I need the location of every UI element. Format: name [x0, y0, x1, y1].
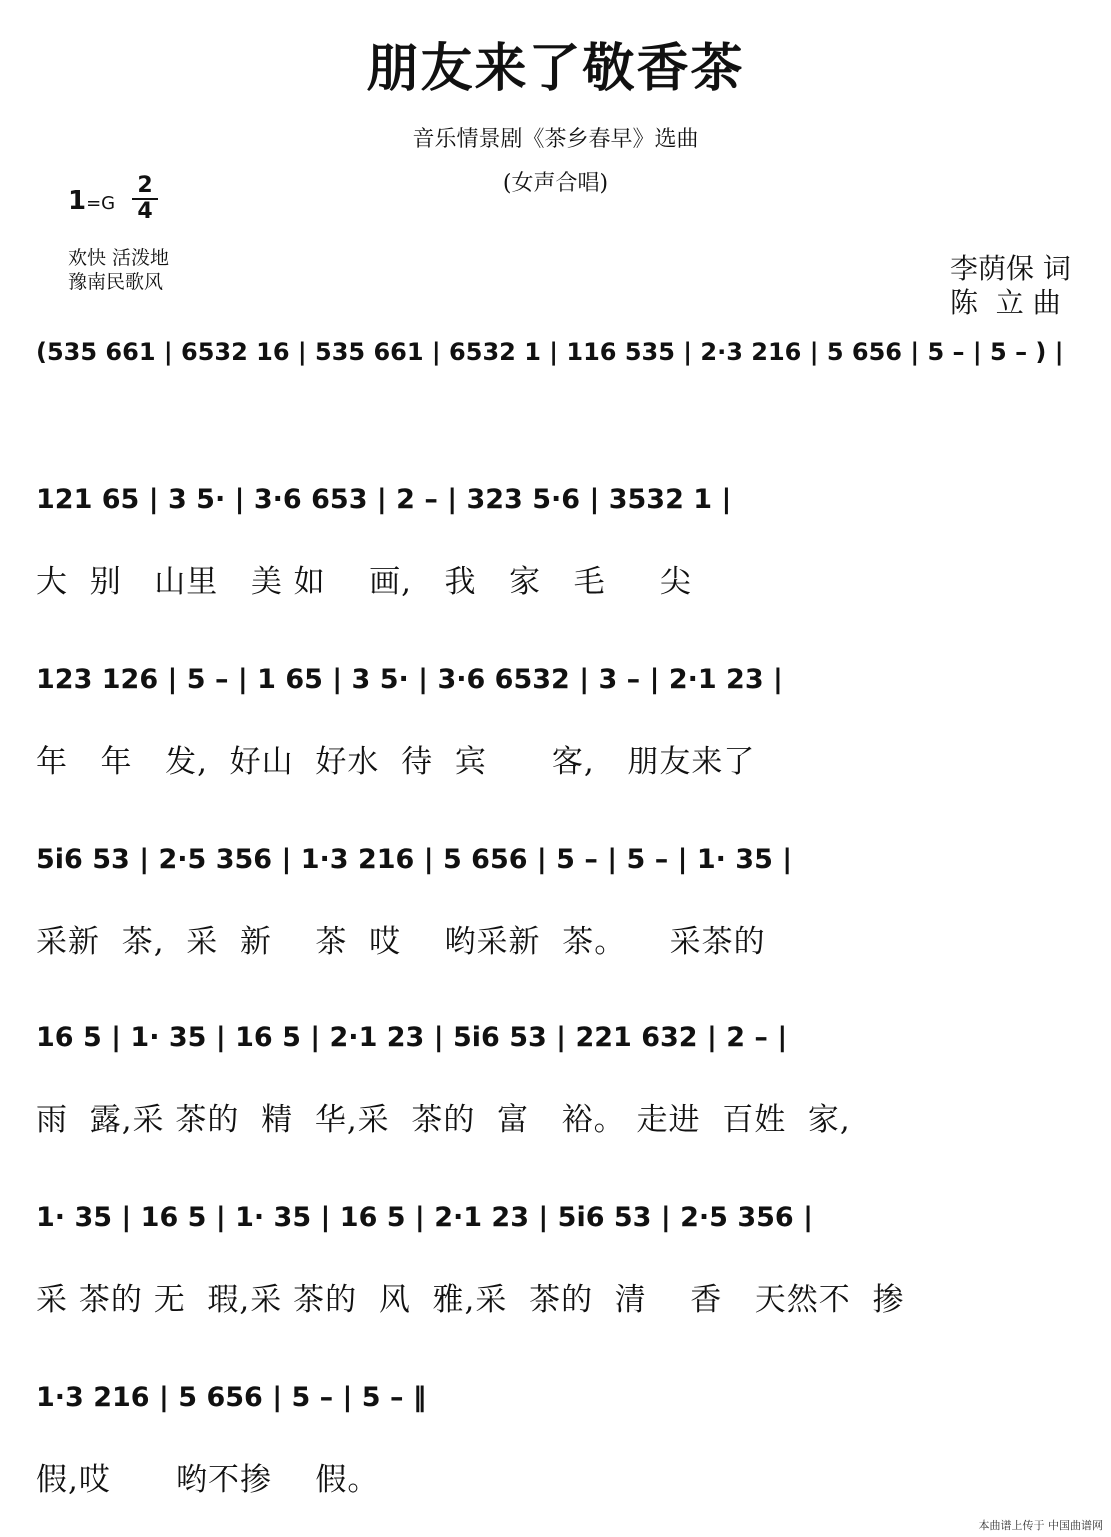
- time-top: 2: [137, 173, 153, 198]
- footer-watermark: 本曲谱上传于 中国曲谱网: [978, 1519, 1103, 1532]
- notes-line: 16 5 | 1· 35 | 16 5 | 2·1 23 | 5i6 53 | 221 632 | 2 – |: [36, 1022, 788, 1053]
- lyrics-line: 雨 露,采 茶的 精 华,采 茶的 富 裕。 走进 百姓 家,: [36, 1102, 851, 1138]
- notes-line: 1·3 216 | 5 656 | 5 – | 5 – ‖: [36, 1382, 427, 1413]
- intro-notes: (535 661 | 6532 16 | 535 661 | 6532 1 | 116 535 | 2·3 216 | 5 656 | 5 – | 5 – ) |: [36, 338, 1064, 366]
- subtitle: 音乐情景剧《茶乡春早》选曲: [412, 127, 699, 152]
- tempo-line-2: 豫南民歌风: [68, 271, 164, 293]
- lyrics-line: 年 年 发, 好山 好水 待 宾 客, 朋友来了: [36, 744, 756, 780]
- page-title: 朋友来了敬香茶: [366, 38, 745, 99]
- lyrics-line: 假,哎 哟不掺 假。: [36, 1462, 380, 1498]
- tempo-marking: [68, 246, 169, 294]
- notes-line: 1· 35 | 16 5 | 1· 35 | 16 5 | 2·1 23 | 5i6 53 | 2·5 356 |: [36, 1202, 813, 1233]
- key-eq: =G: [86, 193, 116, 214]
- time-bottom: 4: [137, 199, 153, 224]
- time-signature: [130, 174, 160, 224]
- lyrics-line: 采新 茶, 采 新 茶 哎 哟采新 茶。 采茶的: [36, 924, 766, 960]
- credits: [950, 252, 1071, 320]
- tempo-line-1: 欢快 活泼地: [68, 247, 170, 269]
- lyrics-line: 大 别 山里 美 如 画, 我 家 毛 尖: [36, 564, 692, 600]
- notes-line: 123 126 | 5 – | 1 65 | 3 5· | 3·6 6532 | 3 – | 2·1 23 |: [36, 664, 783, 695]
- lyrics-line: 采 茶的 无 瑕,采 茶的 风 雅,采 茶的 清 香 天然不 掺: [36, 1282, 905, 1318]
- notes-line: 121 65 | 3 5· | 3·6 653 | 2 – | 323 5·6 | 3532 1 |: [36, 484, 732, 515]
- lyricist: 李荫保 词: [950, 252, 1071, 285]
- key-signature: [68, 186, 115, 216]
- composer: 陈 立 曲: [950, 286, 1061, 319]
- key-do: 1: [68, 186, 87, 216]
- performance-note: (女声合唱): [502, 171, 609, 196]
- notes-line: 5i6 53 | 2·5 356 | 1·3 216 | 5 656 | 5 – | 5 – | 1· 35 |: [36, 844, 793, 875]
